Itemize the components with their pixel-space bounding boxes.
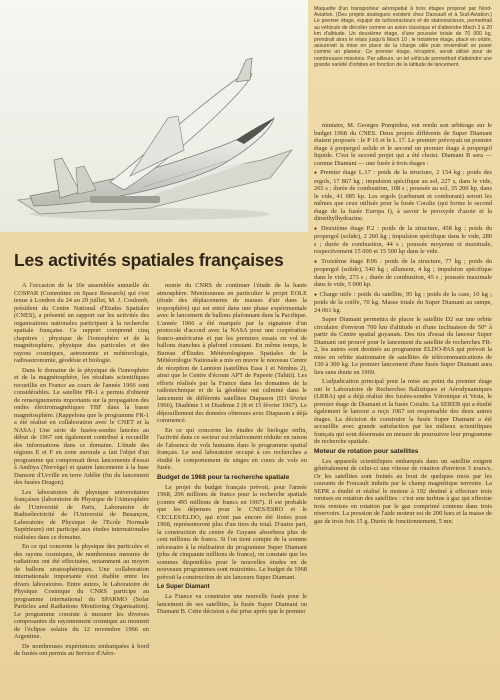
list-item: ● Premier étage L.17 : poids de la structure, 2 154 kg ; poids des ergols, 17 867 kg ; impulsion spécifique au sol, 227 s, dans le vide, 265 s ; durée de combustion, 108 s ; poussée au sol, 35 200 kp, dans le vide, 41 085 kp. Les ergols (carburant et comburant) seront les mêmes que ceux utilisés pour la fusée Coralie (qui forme le second étage de la fusée Europa I), à savoir le peroxyde d'azote et la diméthylhydrazine. — [314, 169, 492, 223]
paragraph: Le projet du budget français prévoit, pour l'année 1968, 296 millions de francs pour la recherche spatiale (contre 495 millions de francs en 1967). Il est probable que les dépenses pour le CNES/ESRO et le CECLES/ELDO, qui n'ont pas encore été fixées pour 1968, représenteront plus d'un tiers du total. D'autre part, la construction du centre de Guyane absorbera plus de cent millions de francs. Si l'on tient compte de la somme nécessaire à la réalisation du programme Super Diamant (plus de cinquante millions de francs), on constate que les sommes disponibles pour le nouvelles études en de nouveaux programmes sont restreintes. Le budget de 1968 prévoit la construction de six lanceurs Super Diamant. — [157, 483, 307, 581]
section-heading-budget: Budget de 1968 pour la recherche spatiale — [157, 473, 290, 481]
paragraph: Dans le domaine de la physique de l'ionosphère et de la magnétosphère, les résultats scientifiques recueillis en France au cours de l'année 1966 sont considérables. Le satellite FR-1 a permis d'obtenir de renseignements importants sur la propagation des ondes électromagnétiques TBF dans la basse magnétosphère. (Rappelons que le programme FR-1 a été réalisé en collaboration avec le CNET et la NASA.) Une série de fusées-sondes lancées au début de 1967 ont également contribué à recueillir des informations dans ce domaine. L'étude des régions E et F en zone aurorale a fait l'objet d'un programme qui comprenait deux lancements d'essai à Andöya (Norvège) et quatre lancements à la base Dumont d'Urville en terre Adélie (fin du lancement des fusées Dragon). — [14, 366, 149, 486]
section-heading-moteur: Moteur de rotation pour satellites — [314, 447, 419, 455]
paragraph: L'adjudication principal pour la mise au point du premier étage ont le Laboratoire de Recherches Balistiques et Aérodynamiques (LRBA) qui a déjà réalisé des fusées-sondes Véronique et Vesta, le premier étage de Diamant et la fusée Coralie. La SEREB qui a étudié également le lanceur a reçu 1967 est responsable des deux autres étages. La décision de construire la fusée Super Diamant a été accueillie avec grande satisfaction par les milieux scientifiques français qui sont désormais en mesure de poursuivre leur programme de recherche spatiale. — [314, 378, 492, 445]
paragraph: En ce qui concerne la physique des particules et des rayons cosmiques, de nombreuses mesures de radiations ont été effectuées, notamment au moyen de ballons stratosphériques. Une collaboration internationale importante s'est établie entre les divers laboratoires. Entre autres, le Laboratoire de Physique Cosmique du CNRS participe au programme international du SPARMO (Solar Particles and Radiations Monitoring Organisation). Le programme consiste à mesurer les diverses composantes du rayonnement cosmique au moment de l'éclipse solaire du 12 novembre 1966 en Argentine. — [14, 543, 149, 640]
paragraph: A l'occasion de la 10e assemblée annuelle du COSPAR (Committee on Space Research) qui s'est tenue à Londres du 24 au 29 juillet, M. J. Coulomb, président du Centre National d'Etudes Spatiales (CNES), a présenté un rapport sur les activités des organisations nationales participant à la recherche spatiale française. Ce rapport comprend cinq chapitres : physique de l'ionosphère et de la magnétosphère, physique des particules et des rayons cosmiques, astronomie et météorologie, radioastronomie, géodésie et biologie. — [14, 282, 149, 364]
paragraph: ministre, M. Georges Pompidou, eut rendu son arbitrage sur le budget 1968 du CNES. Deux projets différents de Super Diamant étaient proposés : le P 16 et le L 17. Le premier prévoyait un premier étage à propergol solide et le second un premier étage à propergol liquide. C'est le second projet qui a été choisi. Diamant B sera — comme Diamant — une fusée à trois étages : — [314, 122, 492, 167]
article-column-1 — [14, 282, 149, 694]
article-title: Les activités spatiales françaises — [14, 250, 284, 270]
photo-caption: Maquette d'un transporteur aérospatial à trois étages proposé par Nord-Aviation. (Des projets analogues existent chez Dassault et à Sud-Aviation.) Le premier étage, équipé de turboréacteurs et de statoréacteurs, permettrait au véhicule de décoller comme un avion classique et d'atteindre Mach 3 à 20 km d'altitude. Un deuxième étage, d'une poussée totale de 70 000 kg, prendrait alors le relais jusqu'à Mach 10 ; le troisième étage, placé en orbite, assurerait la mise en place de la charge utile puis reviendrait se poser comme un planeur. Ce premier étage, récupéré, serait utilisé pour de nombreuses missions. Par ailleurs, un tel véhicule permettrait d'atteindre une grande variété d'orbites en fonction de la latitude de lancement. — [314, 6, 492, 68]
paragraph: Super Diamant permettra de placer le satellite D2 sur une orbite circulaire d'environ 700 km d'altitude et d'une inclinaison de 50° à partir du Centre spatial guyanais. Des tirs d'essai du lanceur Super Diamant ont prouvé pour le lancement du satellite de recherches FR-2, les autres sont destinés au programme ELDO-PAS qui prévoit la mise en orbite stationnaire de satellites de télécommunications de 150 à 300 kg. Le premier lancement d'une fusée Super Diamant aura lieu sans doute en 1969. — [314, 316, 492, 376]
article-column-3 — [314, 122, 492, 694]
list-item: ● Charge utile : poids du satellite, 95 kg ; poids de la case, 10 kg ; poids de la coiffe, 70 kg. Masse totale du Super Diamant au rampe, 24 061 kg. — [314, 291, 492, 315]
paragraph: Les laboratoires de physique universitaires françaises (laboratoire de Physique de l'Atmosphère de l'Université de Paris, Laboratoire de Radioélectricité de l'Université de Besançon, Laboratoire de Physique de l'Ecole Normale Supérieure) ont participé aux études internationales réalisées dans ce domaine. — [14, 488, 149, 541]
paragraph: nomie du CNRS de continuer l'étude de la haute atmosphère. Mentionnons en particulier le projet EOLE (étude des déplacements de masses d'air dans la troposphère) qui est entré dans une phase expérimentale avec le lancement de ballons plafonnant dans la Pacifique. L'année 1966 a été marquée par la signature d'un protocole d'accord avec la NASA pour une coopération franco-américaine et par les premiers essais en vol de ballons étanches à plafond constant. En même temps, le Bureau d'Études Météorologiques Spatiales de la Météorologie Nationale a mis en œuvre le nouveau Centre de réception de Lannion (satellites Essa 1 et Nimbus 2), ainsi que le Centre d'écoute APT de Papeete (Tahiti). Les efforts réalisés par la France dans les domaines de la radiotechnique et de la géodésie ont culminé dans le lancement de différents satellites Diapason (D1 février 1966), Diadème 1 et Diadème 2 (8 et 15 février 1967). Le dépouillement des données obtenues avec Diapason a déjà commencé. — [157, 282, 307, 424]
aerospace-vehicle-photo — [0, 0, 308, 232]
paragraph: En ce qui concerne les études de biologie enfin, l'activité dans ce secteur est relativement réduite en raison de l'absence de vols humains dans le programme spatial français. Le seul laboratoire occupé à ces recherches a étudié le comportement de singes en cours de vols en fusée. — [157, 426, 307, 471]
aircraft-model-image — [0, 0, 308, 232]
paragraph: De nombreuses expériences embarquées à bord de fusées ont permis au Service d'Aéro- — [14, 642, 149, 657]
paragraph: Les appareils scientifiques embarqués dans un satellite exigent généralement de celui-ci une vitesse de rotation d'environ 5 tours/s. Or les satellites sont freinés au bout de quelques mois par les courants de Foucault induits par le champ magnétique terrestre. La SEPR a étudié et réalisé le moteur à 192 destiné à effectuer trois remises en rotation des satellites : c'est une turbine à gaz qui effectue trois remises en rotation par le gaz comprimé contenu dans trois réservoirs. La pression de l'aide moteur est de 200 bars et la masse de gaz de trois fois 15 g. Durée de fonctionnement, 5 mn. — [314, 457, 492, 525]
list-item: ● Deuxième étage P.2 : poids de la structure, 458 kg ; poids du propergol (solide), 2 260 kg ; impulsion spécifique dans le vide, 280 s ; durée de combustion, 44 s ; poussée moyenne et maximale, respectivement 15 000 et 15 500 kp dans le vide. — [314, 225, 492, 256]
article-column-2 — [157, 282, 307, 694]
list-item: ● Troisième étage P.06 : poids de la structure, 77 kg ; poids du propergol (solide), 540 kg ; allumeur, 4 kg ; impulsion spécifique dans le vide, 273 s ; durée de combustion, 45 s ; poussée maximale dans le vide, 5 000 kp. — [314, 258, 492, 289]
paragraph: La France va construire une nouvelle fusée pour le lancement de ses satellites, la fusée Super Diamant ou Diamant B. Cette décision a été prise après que le premier — [157, 593, 307, 615]
section-heading-super-diamant: Le Super Diamant — [157, 583, 210, 590]
